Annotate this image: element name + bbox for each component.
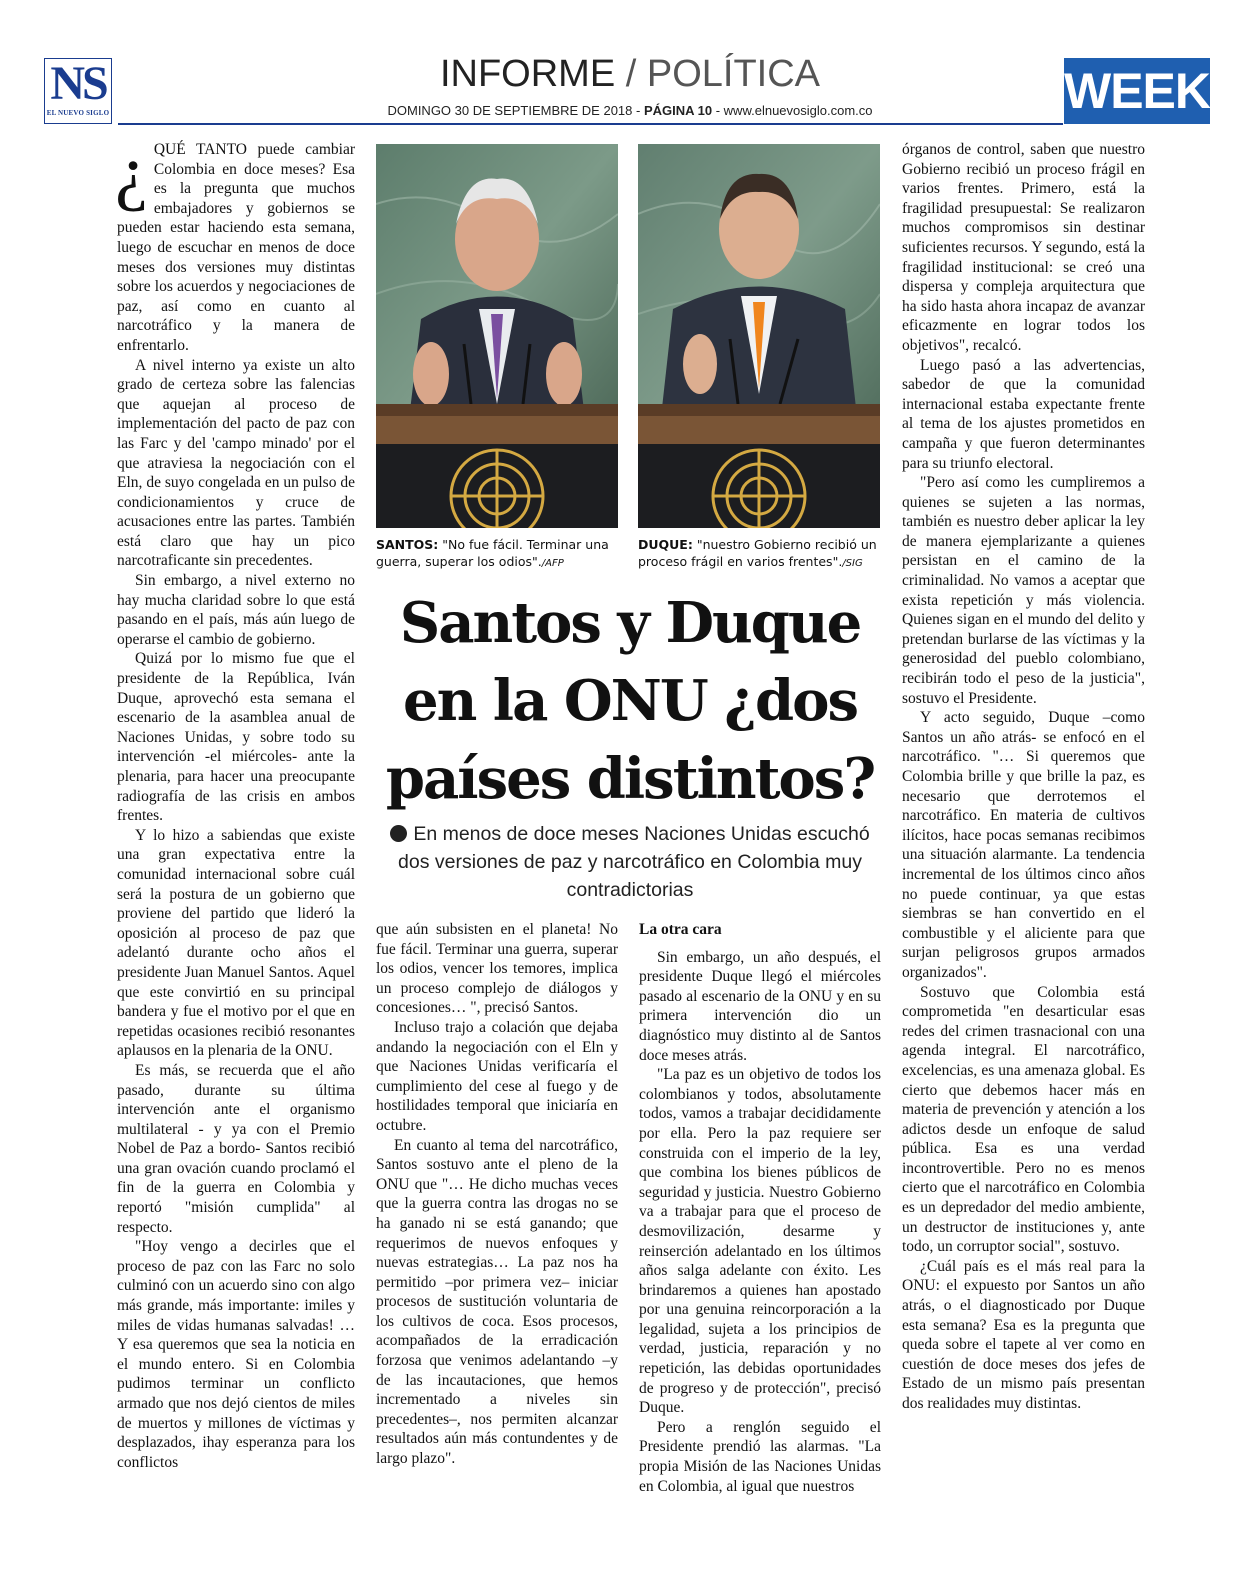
logo-mark: NS [50,57,106,110]
photo-caption-duque [638,536,880,572]
caption-text: "nuestro Gobierno recibió un proceso frágil en varios frentes". [638,537,877,569]
caption-credit: /AFP [541,558,564,569]
newspaper-logo [44,58,112,124]
column-1 [115,131,355,1472]
paragraph: Sin embargo, a nivel externo no hay mucha claridad sobre lo que está pasando en el país, más aún luego de operarse el cambio de gobierno. [117,572,355,648]
paragraph: A nivel interno ya existe un alto grado de certeza sobre las falencias que aquejan al proceso de implementación del pacto de paz con las Farc y del 'campo minado' por el que atraviesa la negociación con el Eln, de suyo congelada en un pulso de condicionamientos y cruce de acusaciones entre las partes. También está claro que hay un pico narcotraficante sin precedentes. [117,356,355,570]
paragraph: que aún subsisten en el planeta! No fue fácil. Terminar una guerra, superar los odios, vencer los temores, implica un proceso complejo de diálogos y concesiones… ", precisó Santos. [376,921,618,1017]
headline: Santos y Duque en la ONU ¿dos países distintos? [385,590,875,812]
logo-subtext: EL NUEVO SIGLO [46,109,110,117]
column-4 [902,140,1145,1414]
photo-santos [376,144,618,528]
paragraph: Es más, se recuerda que el año pasado, durante su última intervención ante el organismo multilateral - y ya con el Premio Nobel de Paz a bordo- Santos recibió una gran ovación cuando proclamó el fin de la guerra en Colombia y reportó "misión cumplida" al respecto. [117,1061,355,1236]
paragraph: "Pero así como les cumpliremos a quienes se sujeten a las normas, también es nuestro deber aplicar la ley de manera ejemplarizante a quienes persistan en el camino de la criminalidad. No vamos a aceptar que exista repetición y más violencia. Quienes sigan en el mundo del delito y pretendan burlarse de las víctimas y la generosidad del pueblo colombiano, recibirán todo el peso de la justicia", sostuvo el Presidente. [902,474,1145,707]
paragraph: Incluso trajo a colación que dejaba andando la negociación con el Eln y que Naciones Unidas verificaría el cumplimiento del cese al fuego y de hostilidades temporal que iniciaría en octubre. [376,1018,618,1134]
issue-date: DOMINGO 30 DE SEPTIEMBRE DE 2018 - [387,103,644,118]
website: - www.elnuevosiglo.com.co [712,103,873,118]
section-title [330,52,930,96]
week-badge: WEEK [1064,58,1210,124]
dateline [330,103,930,118]
subheading: La otra cara [639,921,722,938]
column-3 [639,920,881,1496]
paragraph [115,131,355,356]
paragraph: Sostuvo que Colombia está comprometida "en desarticular esas redes del crimen trasnacional con una agenda integral. El narcotráfico, excelencias, es una amenaza global. Es cierto que debemos hacer más en materia de prevención y atención a los adictos desde un enfoque de salud pública. Esa es una verdad incontrovertible. Pero no es menos cierto que el narcotráfico en Colombia es un depredador del medio ambiente, un destructor de instituciones y, ante todo, un corruptor social", sostuvo. [902,983,1145,1256]
photo-duque-illustration [638,144,880,528]
caption-text: "No fue fácil. Terminar una guerra, superar los odios". [376,537,609,569]
drop-cap: ¿ [115,131,148,213]
paragraph: "Hoy vengo a decirles que el proceso de paz con las Farc no solo culminó con un acuerdo sino con algo más grande, más importante: imiles y miles de vidas humanas salvadas! … Y esa queremos que sea la noticia en el mundo entero. Si en Colombia pudimos terminar un conflicto armado que nos dejó cientos de miles de muertos y millones de víctimas y desplazados, ihay esperanza para los conflictos [117,1238,355,1471]
paragraph: Y lo hizo a sabiendas que existe una gran expectativa entre la comunidad internacional sobre cuál será la postura de un gobierno que proviene del partido que lideró la oposición al proceso de paz que adelantó durante ocho años el presidente Juan Manuel Santos. Aquel que este convirtió en su principal bandera y fue el motivo por el que en repetidas ocasiones recibió resonantes aplausos en la plenaria de la ONU. [117,826,355,1060]
page-number: PÁGINA 10 [643,103,713,118]
paragraph: ¿Cuál país es el más real para la ONU: el expuesto por Santos un año atrás, o el diagnosticado por Duque esta semana? Esa es la pregunta que queda sobre el tapete al ver como en cuestión de doce meses dos jefes de Estado de un mismo país presentan dos realidades muy distintas. [902,1257,1145,1412]
caption-name: DUQUE: [638,537,693,552]
paragraph: órganos de control, saben que nuestro Gobierno recibió un proceso frágil en varios frentes. Primero, está la fragilidad presupuestal: Se realizaron muchos compromisos sin destinar suficientes recursos. Y segundo, está la fragilidad institucional: se creó una dispersa y compleja arquitectura que ha sido hasta ahora incapaz de avanzar eficazmente en lograr todos los objetivos", recalcó. [902,141,1145,354]
caption-credit: /SIG [842,558,863,569]
deck-text: En menos de doce meses Naciones Unidas escuchó dos versiones de paz y narcotráfico en Colombia muy contradictorias [398,823,870,901]
photo-santos-illustration [376,144,618,528]
header-rule [118,123,1063,125]
photo-duque [638,144,880,528]
paragraph: Luego pasó a las advertencias, sabedor de que la comunidad internacional estaba expectante frente al tema de los ajustes prometidos en campaña y que fueron determinantes para su triunfo electoral. [902,356,1145,472]
paragraph: En cuanto al tema del narcotráfico, Santos sostuvo ante el pleno de la ONU que "… He dicho muchas veces que la guerra contra las drogas no se ha ganado ni se está ganando; que requerimos de nuevos enfoques y nuevas estrategias… La paz nos ha permitido –por primera vez– iniciar procesos de sustitución voluntaria de los cultivos de coca. Esos procesos, acompañados de la erradicación forzosa que venimos adelantando –y de las incautaciones, que hemos incrementado a niveles sin precedentes–, nos permiten alcanzar resultados aún más contundentes y de largo plazo". [376,1136,618,1468]
deck [390,820,870,904]
section-separator: / [625,53,637,95]
paragraph: "La paz es un objetivo de todos los colombianos y todos, absolutamente todos, vamos a trabajar decididamente por ella. Pero la paz requiere ser construida con el imperio de la ley, que combina los bienes públicos de seguridad y justicia. Nuestro Gobierno va a trabajar para que el proceso de desmovilización, desarme y reinserción adelantado en los últimos años salga adelante con éxito. Les brindaremos a quienes han apostado por una genuina reincorporación a la legalidad, sujeta a los principios de verdad, justicia, reparación y no repetición, las debidas oportunidades de progreso y de protección", precisó Duque. [639,1066,881,1417]
paragraph: Sin embargo, un año después, el presidente Duque llegó el miércoles pasado al escenario de la ONU y en su primera intervención dio un diagnóstico muy distinto al de Santos doce meses atrás. [639,948,881,1064]
section-name: INFORME [439,53,616,95]
caption-name: SANTOS: [376,537,439,552]
paragraph: Quizá por lo mismo fue que el presidente de la República, Iván Duque, aprovechó esta semana el escenario de la asamblea anual de Naciones Unidas, y sobre todo su intervención -el miércoles- ante la plenaria, para hacer una preocupante radiografía de las crisis en ambos frentes. [117,650,355,825]
paragraph: Y acto seguido, Duque –como Santos un año atrás- se enfocó en el narcotráfico. "… Si queremos que Colombia brille y que brille la paz, es necesario que derrotemos el narcotráfico. En materia de cultivos ilícitos, hace pocas semanas recibimos una situación alarmante. La tendencia incremental de los últimos cinco años no puede continuar, ya que estas siembras se han convertido en el combustible y el aliciente para que surjan peligrosos grupos armados organizados". [902,709,1145,981]
subsection-name: POLÍTICA [646,53,821,95]
lead-text: QUÉ TANTO puede cambiar Colombia en doce meses? Esa es la pregunta que muchos embajadores y gobiernos se pueden estar haciendo esta semana, luego de escuchar en menos de doce meses dos versiones muy distintas sobre los acuerdos y negociaciones de paz, así como en cuanto al narcotráfico y la manera de enfrentarlo. [117,141,355,354]
paragraph: Pero a renglón seguido el Presidente prendió las alarmas. "La propia Misión de las Naciones Unidas en Colombia, al igual que nuestros [639,1418,881,1495]
column-2 [376,920,618,1469]
photo-caption-santos [376,536,618,572]
bullet-icon [390,825,407,842]
